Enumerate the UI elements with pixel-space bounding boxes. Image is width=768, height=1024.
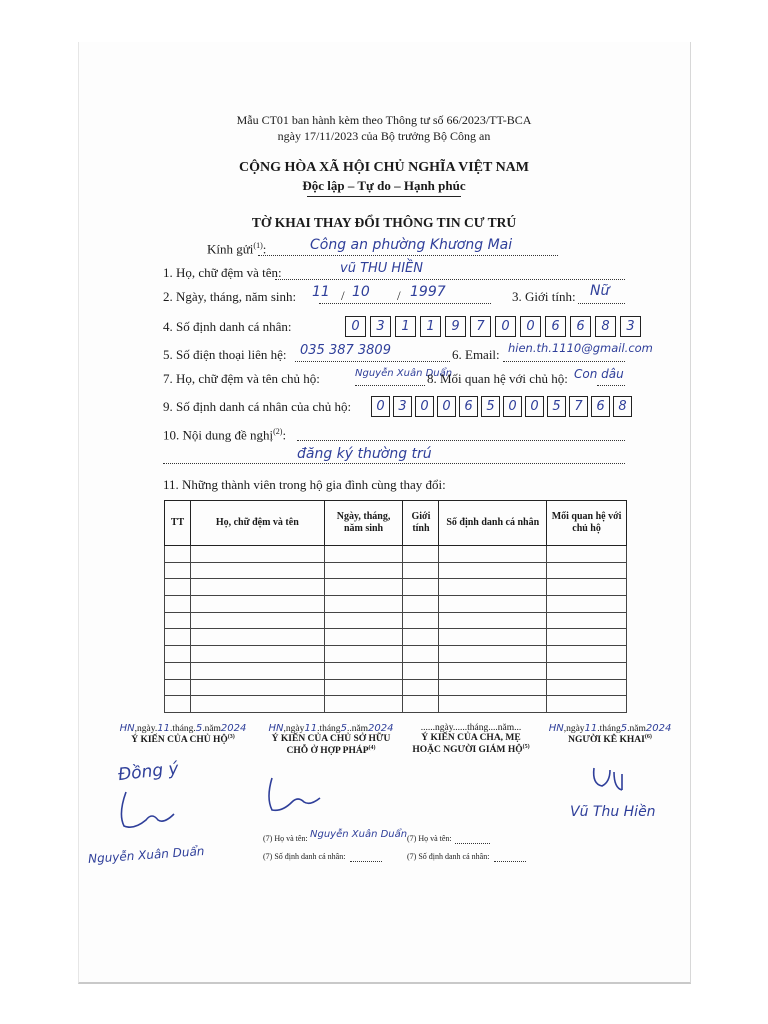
table-cell: [439, 562, 547, 579]
members-label: 11. Những thành viên trong hộ gia đình cùng thay đổi:: [163, 477, 446, 492]
digit-cell: 3: [370, 316, 391, 337]
members-table-header: [165, 501, 627, 546]
sig3-role-2: HOẶC NGƯỜI GIÁM HỘ$^{(5)}$: [412, 744, 530, 756]
digit-cell: 0: [345, 316, 366, 337]
digit-cell: 0: [520, 316, 541, 337]
table-cell: [324, 696, 403, 713]
digit-cell: 1: [395, 316, 416, 337]
digit-cell: 6: [570, 316, 591, 337]
sig-guardian: [402, 723, 540, 757]
dob-sep-2: /: [397, 288, 401, 303]
sig-owner-household: [108, 723, 258, 747]
sig1-date: HN,ngày.11.tháng.5.năm2024: [119, 723, 247, 734]
sig4-role: NGƯỜI KÊ KHAI$^{(6)}$: [568, 734, 652, 746]
sig4-signature: [588, 762, 638, 794]
table-cell: [403, 596, 439, 613]
table-cell: [439, 579, 547, 596]
recipient-value: Công an phường Khương Mai: [310, 237, 513, 253]
sig2-id-line: [350, 861, 382, 862]
members-table-body: [165, 546, 627, 713]
sig3-name-line: [455, 843, 490, 844]
table-cell: [403, 662, 439, 679]
dob-label: 2. Ngày, tháng, năm sinh:: [163, 289, 297, 304]
table-cell: [324, 596, 403, 613]
table-cell: [324, 679, 403, 696]
request-line-1: [297, 440, 625, 441]
table-cell: [190, 662, 324, 679]
digit-cell: 5: [481, 396, 500, 417]
table-row: [165, 662, 627, 679]
table-cell: [439, 596, 547, 613]
table-cell: [165, 679, 191, 696]
form-date-line: ngày 17/11/2023 của Bộ trưởng Bộ Công an: [277, 129, 491, 143]
email-line: [503, 361, 625, 362]
table-cell: [439, 696, 547, 713]
table-cell: [439, 646, 547, 663]
sig2-name-label: (7) Họ và tên:: [263, 834, 308, 843]
digit-cell: 0: [503, 396, 522, 417]
digit-cell: 0: [371, 396, 390, 417]
sig2-date: HN,ngày11.tháng5..năm2024: [268, 723, 394, 734]
col-dob: Ngày, tháng, năm sinh: [324, 501, 403, 546]
head-id-digit-boxes: [371, 396, 635, 417]
relation-label: 8. Mối quan hệ với chủ hộ:: [427, 371, 568, 386]
phone-label: 5. Số điện thoại liên hệ:: [163, 347, 287, 362]
table-cell: [165, 612, 191, 629]
sig2-signature: [262, 772, 332, 816]
email-value: hien.th.1110@gmail.com: [508, 341, 653, 355]
name-label: 1. Họ, chữ đệm và tên:: [163, 265, 282, 280]
table-cell: [165, 662, 191, 679]
sig3-name-label: (7) Họ và tên:: [407, 834, 452, 843]
gender-label: 3. Giới tính:: [512, 289, 576, 304]
col-id: Số định danh cá nhân: [439, 501, 547, 546]
digit-cell: 3: [393, 396, 412, 417]
digit-cell: 0: [415, 396, 434, 417]
digit-cell: 6: [591, 396, 610, 417]
table-cell: [165, 562, 191, 579]
sig2-role-1: Ý KIẾN CỦA CHỦ SỞ HỮU: [271, 734, 391, 744]
table-cell: [324, 646, 403, 663]
sig1-name: Nguyễn Xuân Duẩn: [87, 843, 205, 867]
digit-cell: 9: [445, 316, 466, 337]
dob-day: 11: [312, 284, 330, 300]
gender-value: Nữ: [590, 283, 610, 299]
digit-cell: 8: [613, 396, 632, 417]
name-line: [275, 279, 625, 280]
col-tt: TT: [165, 501, 191, 546]
table-cell: [190, 696, 324, 713]
table-cell: [190, 562, 324, 579]
motto-underline: [307, 196, 461, 197]
table-cell: [439, 546, 547, 563]
table-cell: [324, 612, 403, 629]
table-cell: [547, 612, 627, 629]
table-cell: [547, 596, 627, 613]
table-cell: [190, 546, 324, 563]
request-sup: (2): [273, 427, 283, 436]
col-relation: Mối quan hệ với chủ hộ: [547, 501, 627, 546]
sig3-role-1: Ý KIẾN CỦA CHA, MẸ: [421, 733, 521, 743]
table-cell: [403, 579, 439, 596]
digit-cell: 0: [495, 316, 516, 337]
table-cell: [547, 679, 627, 696]
sig3-date: ......ngày......tháng....năm...: [420, 723, 522, 733]
sig3-id-label: (7) Số định danh cá nhân:: [407, 852, 490, 861]
digit-cell: 0: [437, 396, 456, 417]
table-cell: [165, 696, 191, 713]
table-cell: [403, 679, 439, 696]
recipient-sup: (1): [253, 241, 263, 250]
table-cell: [190, 679, 324, 696]
table-cell: [439, 679, 547, 696]
dob-month: 10: [352, 284, 370, 300]
request-label: 10. Nội dung đề nghị: [163, 427, 274, 443]
sig3-id-line: [494, 861, 526, 862]
motto: Độc lập – Tự do – Hạnh phúc: [302, 178, 466, 193]
table-cell: [439, 612, 547, 629]
table-cell: [165, 546, 191, 563]
request-label-row: 10. Nội dung đề nghị$^{(2)}$:: [163, 427, 287, 443]
relation-value: Con dâu: [574, 367, 624, 381]
form-title: TỜ KHAI THAY ĐỔI THÔNG TIN CƯ TRÚ: [251, 215, 517, 230]
sig2-name-value: Nguyễn Xuân Duẩn: [310, 829, 408, 840]
table-cell: [190, 612, 324, 629]
table-cell: [403, 562, 439, 579]
table-cell: [165, 579, 191, 596]
digit-cell: 8: [595, 316, 616, 337]
table-cell: [165, 596, 191, 613]
col-gender: Giới tính: [403, 501, 439, 546]
dob-line: [319, 303, 491, 304]
recipient-line: [258, 255, 558, 256]
table-cell: [547, 562, 627, 579]
sig2-id-label: (7) Số định danh cá nhân:: [263, 852, 346, 861]
digit-cell: 6: [545, 316, 566, 337]
table-row: [165, 629, 627, 646]
table-cell: [547, 629, 627, 646]
nation-heading: CỘNG HÒA XÃ HỘI CHỦ NGHĨA VIỆT NAM: [238, 160, 529, 175]
email-label: 6. Email:: [452, 347, 500, 362]
table-cell: [547, 696, 627, 713]
digit-cell: 5: [547, 396, 566, 417]
table-cell: [547, 546, 627, 563]
head-id-label: 9. Số định danh cá nhân của chủ hộ:: [163, 399, 352, 414]
table-cell: [439, 662, 547, 679]
table-cell: [190, 629, 324, 646]
recipient-label-row: Kính gửi$^{(1)}$:: [207, 241, 267, 257]
table-cell: [324, 562, 403, 579]
table-cell: [324, 579, 403, 596]
phone-line: [295, 361, 450, 362]
table-row: [165, 646, 627, 663]
table-cell: [324, 662, 403, 679]
sig2-role-2: CHỖ Ở HỢP PHÁP$^{(4)}$: [286, 745, 376, 757]
relation-line: [597, 385, 625, 386]
table-cell: [547, 662, 627, 679]
table-cell: [165, 629, 191, 646]
request-value: đăng ký thường trú: [297, 446, 432, 462]
head-name-label: 7. Họ, chữ đệm và tên chủ hộ:: [163, 371, 320, 386]
gender-line: [578, 303, 625, 304]
table-cell: [165, 646, 191, 663]
request-line-2: [163, 463, 625, 464]
table-cell: [547, 579, 627, 596]
sig1-signature: [112, 784, 192, 834]
table-cell: [190, 596, 324, 613]
sig1-role: Ý KIẾN CỦA CHỦ HỘ$^{(3)}$: [131, 734, 235, 746]
phone-value: 035 387 3809: [300, 343, 391, 358]
table-cell: [403, 546, 439, 563]
id-digit-boxes: [345, 316, 645, 337]
members-table: [164, 500, 627, 713]
table-row: [165, 612, 627, 629]
table-cell: [403, 612, 439, 629]
sig-declarant: [540, 723, 680, 747]
dob-year: 1997: [410, 284, 446, 300]
table-row: [165, 562, 627, 579]
table-cell: [547, 646, 627, 663]
digit-cell: 1: [420, 316, 441, 337]
sig-property-owner: [262, 723, 400, 758]
name-value: vũ THU HIỀN: [340, 261, 423, 276]
digit-cell: 7: [470, 316, 491, 337]
table-row: [165, 546, 627, 563]
head-name-line: [355, 385, 425, 386]
table-cell: [403, 696, 439, 713]
table-row: [165, 596, 627, 613]
table-cell: [403, 646, 439, 663]
table-cell: [324, 629, 403, 646]
table-cell: [190, 579, 324, 596]
table-row: [165, 679, 627, 696]
sig4-name: Vũ Thu Hiền: [570, 804, 656, 820]
sig4-date: HN,ngày11.tháng5.năm2024: [548, 723, 672, 734]
table-cell: [190, 646, 324, 663]
head-name-value: Nguyễn Xuân Duẩn: [355, 368, 453, 379]
table-cell: [324, 546, 403, 563]
digit-cell: 6: [459, 396, 478, 417]
col-fullname: Họ, chữ đệm và tên: [190, 501, 324, 546]
digit-cell: 7: [569, 396, 588, 417]
table-row: [165, 696, 627, 713]
table-cell: [403, 629, 439, 646]
table-cell: [439, 629, 547, 646]
form-code-line: Mẫu CT01 ban hành kèm theo Thông tư số 66/2023/TT-BCA: [236, 113, 532, 127]
sig1-approval-note: Đồng ý: [117, 758, 180, 786]
id-label: 4. Số định danh cá nhân:: [163, 319, 292, 334]
dob-sep-1: /: [341, 288, 345, 303]
table-row: [165, 579, 627, 596]
digit-cell: 0: [525, 396, 544, 417]
recipient-label: Kính gửi: [207, 241, 254, 257]
digit-cell: 3: [620, 316, 641, 337]
